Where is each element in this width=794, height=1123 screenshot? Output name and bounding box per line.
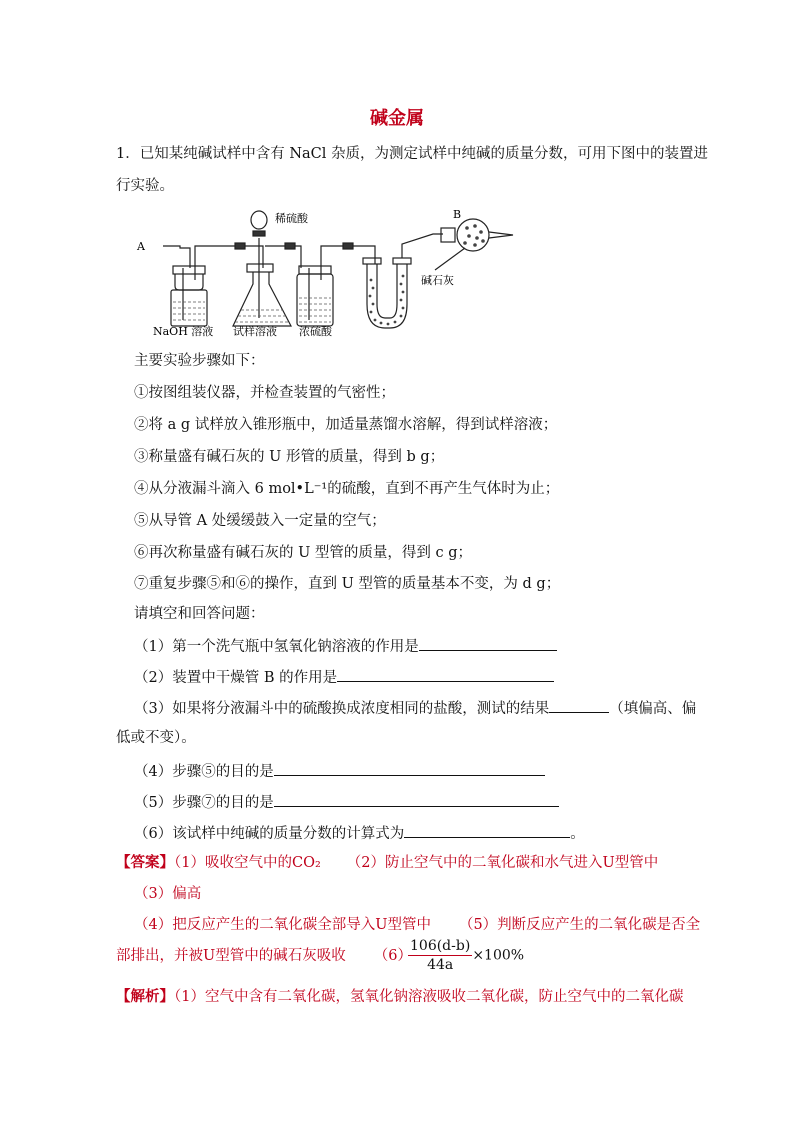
sub-question-3-text: （3）如果将分液漏斗中的硫酸换成浓度相同的盐酸，测试的结果: [134, 701, 550, 717]
sub-question-1-text: （1）第一个洗气瓶中氢氧化钠溶液的作用是: [134, 639, 419, 655]
u-tube-stopper-right: [393, 258, 411, 264]
step-5: ⑤从导管 A 处缓缓鼓入一定量的空气；: [134, 513, 386, 529]
sub-question-1: [134, 635, 557, 657]
tube-2-3: [265, 246, 301, 268]
fraction-tail: ×100%: [472, 947, 525, 964]
answer-2: （2）防止空气中的二氧化碳和水气进入U型管中: [346, 855, 659, 871]
bottle3-body: [297, 274, 333, 326]
sub-question-3: [134, 697, 696, 719]
step-1: ①按图组装仪器，并检查装置的气密性；: [134, 385, 395, 401]
prompt: 请填空和回答问题：: [134, 606, 265, 622]
funnel-stopcock: [253, 231, 265, 236]
u-tube-inner: [377, 264, 397, 318]
question-stem-line2: 行实验。: [116, 178, 174, 194]
flask-stopper: [247, 264, 273, 272]
step-2: ②将 a g 试样放入锥形瓶中，加适量蒸馏水溶解，得到试样溶液；: [134, 417, 558, 433]
sub-question-6-text: （6）该试样中纯碱的质量分数的计算式为: [134, 826, 405, 842]
funnel-bulb: [251, 211, 267, 229]
page-title: 碱金属: [370, 108, 424, 129]
steps-heading: 主要实验步骤如下：: [134, 353, 265, 369]
sub-question-5-text: （5）步骤⑦的目的是: [134, 795, 274, 811]
sub-question-5: [134, 791, 559, 813]
analysis-tag: 【解析】: [116, 988, 174, 1005]
sub-question-4-text: （4）步骤⑤的目的是: [134, 764, 274, 780]
answer-1: （1）吸收空气中的CO₂: [174, 855, 321, 871]
u-tube-stopper-left: [363, 258, 381, 264]
inlet-tube: [163, 246, 190, 268]
label-naoh: NaOH 溶液: [153, 325, 214, 338]
fraction-denominator: 44a: [427, 957, 454, 973]
answer-blank-3[interactable]: [549, 697, 609, 713]
tube-into-flask: [253, 246, 263, 268]
drying-tube-bulb: [457, 219, 489, 251]
answer-5b: 部排出，并被U型管中的碱石灰吸收: [116, 948, 346, 964]
clamp2: [285, 243, 295, 249]
answer-4: （4）把反应产生的二氧化碳全部导入U型管中: [134, 917, 431, 933]
label-b: B: [453, 208, 462, 221]
sub-question-3-tail: （填偏高、偏: [609, 701, 697, 717]
drying-tube-plug: [441, 228, 455, 242]
answer-line-5: [116, 946, 412, 966]
answer-blank-4[interactable]: [274, 760, 545, 776]
step-7: ⑦重复步骤⑤和⑥的操作，直到 U 型管的质量基本不变，为 d g；: [134, 576, 561, 592]
answer-blank-5[interactable]: [274, 791, 559, 807]
step-3: ③称量盛有碱石灰的 U 形管的质量，得到 b g；: [134, 449, 445, 465]
clamp1: [235, 243, 245, 249]
soda-lime-pointer: [435, 248, 465, 270]
drying-tube-outlet: [489, 232, 513, 238]
label-dilute-acid: 稀硫酸: [275, 212, 308, 225]
fraction-numerator: 106(d-b): [410, 938, 471, 954]
clamp3: [343, 243, 353, 249]
label-conc-acid: 浓硫酸: [299, 325, 332, 338]
fraction: [408, 938, 472, 973]
sub-question-6-end: 。: [570, 826, 585, 842]
bottle3-stopper: [299, 266, 331, 274]
label-sample: 试样溶液: [233, 325, 277, 338]
bottle1-neck: [175, 274, 203, 290]
sub-question-6: [134, 822, 585, 844]
label-a: A: [137, 240, 145, 253]
answer-6-formula: [408, 938, 524, 973]
answer-line-1: [116, 853, 658, 873]
label-soda-lime: 碱石灰: [421, 274, 454, 287]
answer-6-label: （6）: [373, 948, 412, 964]
answer-blank-6[interactable]: [404, 822, 570, 838]
analysis-line: [116, 987, 683, 1007]
bottle1-stopper: [173, 266, 205, 274]
answer-blank-2[interactable]: [337, 666, 554, 682]
answer-blank-1[interactable]: [419, 635, 557, 651]
answer-3: （3）偏高: [134, 886, 202, 902]
sub-question-3-cont: 低或不变）。: [116, 730, 196, 746]
answer-tag: 【答案】: [116, 854, 174, 871]
analysis-text: （1）空气中含有二氧化碳，氢氧化钠溶液吸收二氧化碳，防止空气中的二氧化碳: [174, 989, 684, 1005]
step-4: ④从分液漏斗滴入 6 mol•L⁻¹的硫酸，直到不再产生气体时为止；: [134, 481, 560, 497]
sub-question-2-text: （2）装置中干燥管 B 的作用是: [134, 670, 338, 686]
apparatus-figure: [135, 208, 610, 338]
question-stem-line1: [116, 144, 708, 164]
step-6: ⑥再次称量盛有碱石灰的 U 型管的质量，得到 c g；: [134, 545, 473, 561]
sub-question-2: [134, 666, 554, 688]
conical-flask: [233, 272, 291, 326]
answer-line-4: [134, 915, 700, 935]
answer-5a: （5）判断反应产生的二氧化碳是否全: [458, 917, 701, 933]
sub-question-4: [134, 760, 545, 782]
question-stem-text: 已知某纯碱试样中含有 NaCl 杂质，为测定试样中纯碱的质量分数，可用下图中的装置进: [139, 146, 709, 162]
question-number: 1．: [116, 146, 140, 162]
tube-to-b: [402, 234, 443, 258]
